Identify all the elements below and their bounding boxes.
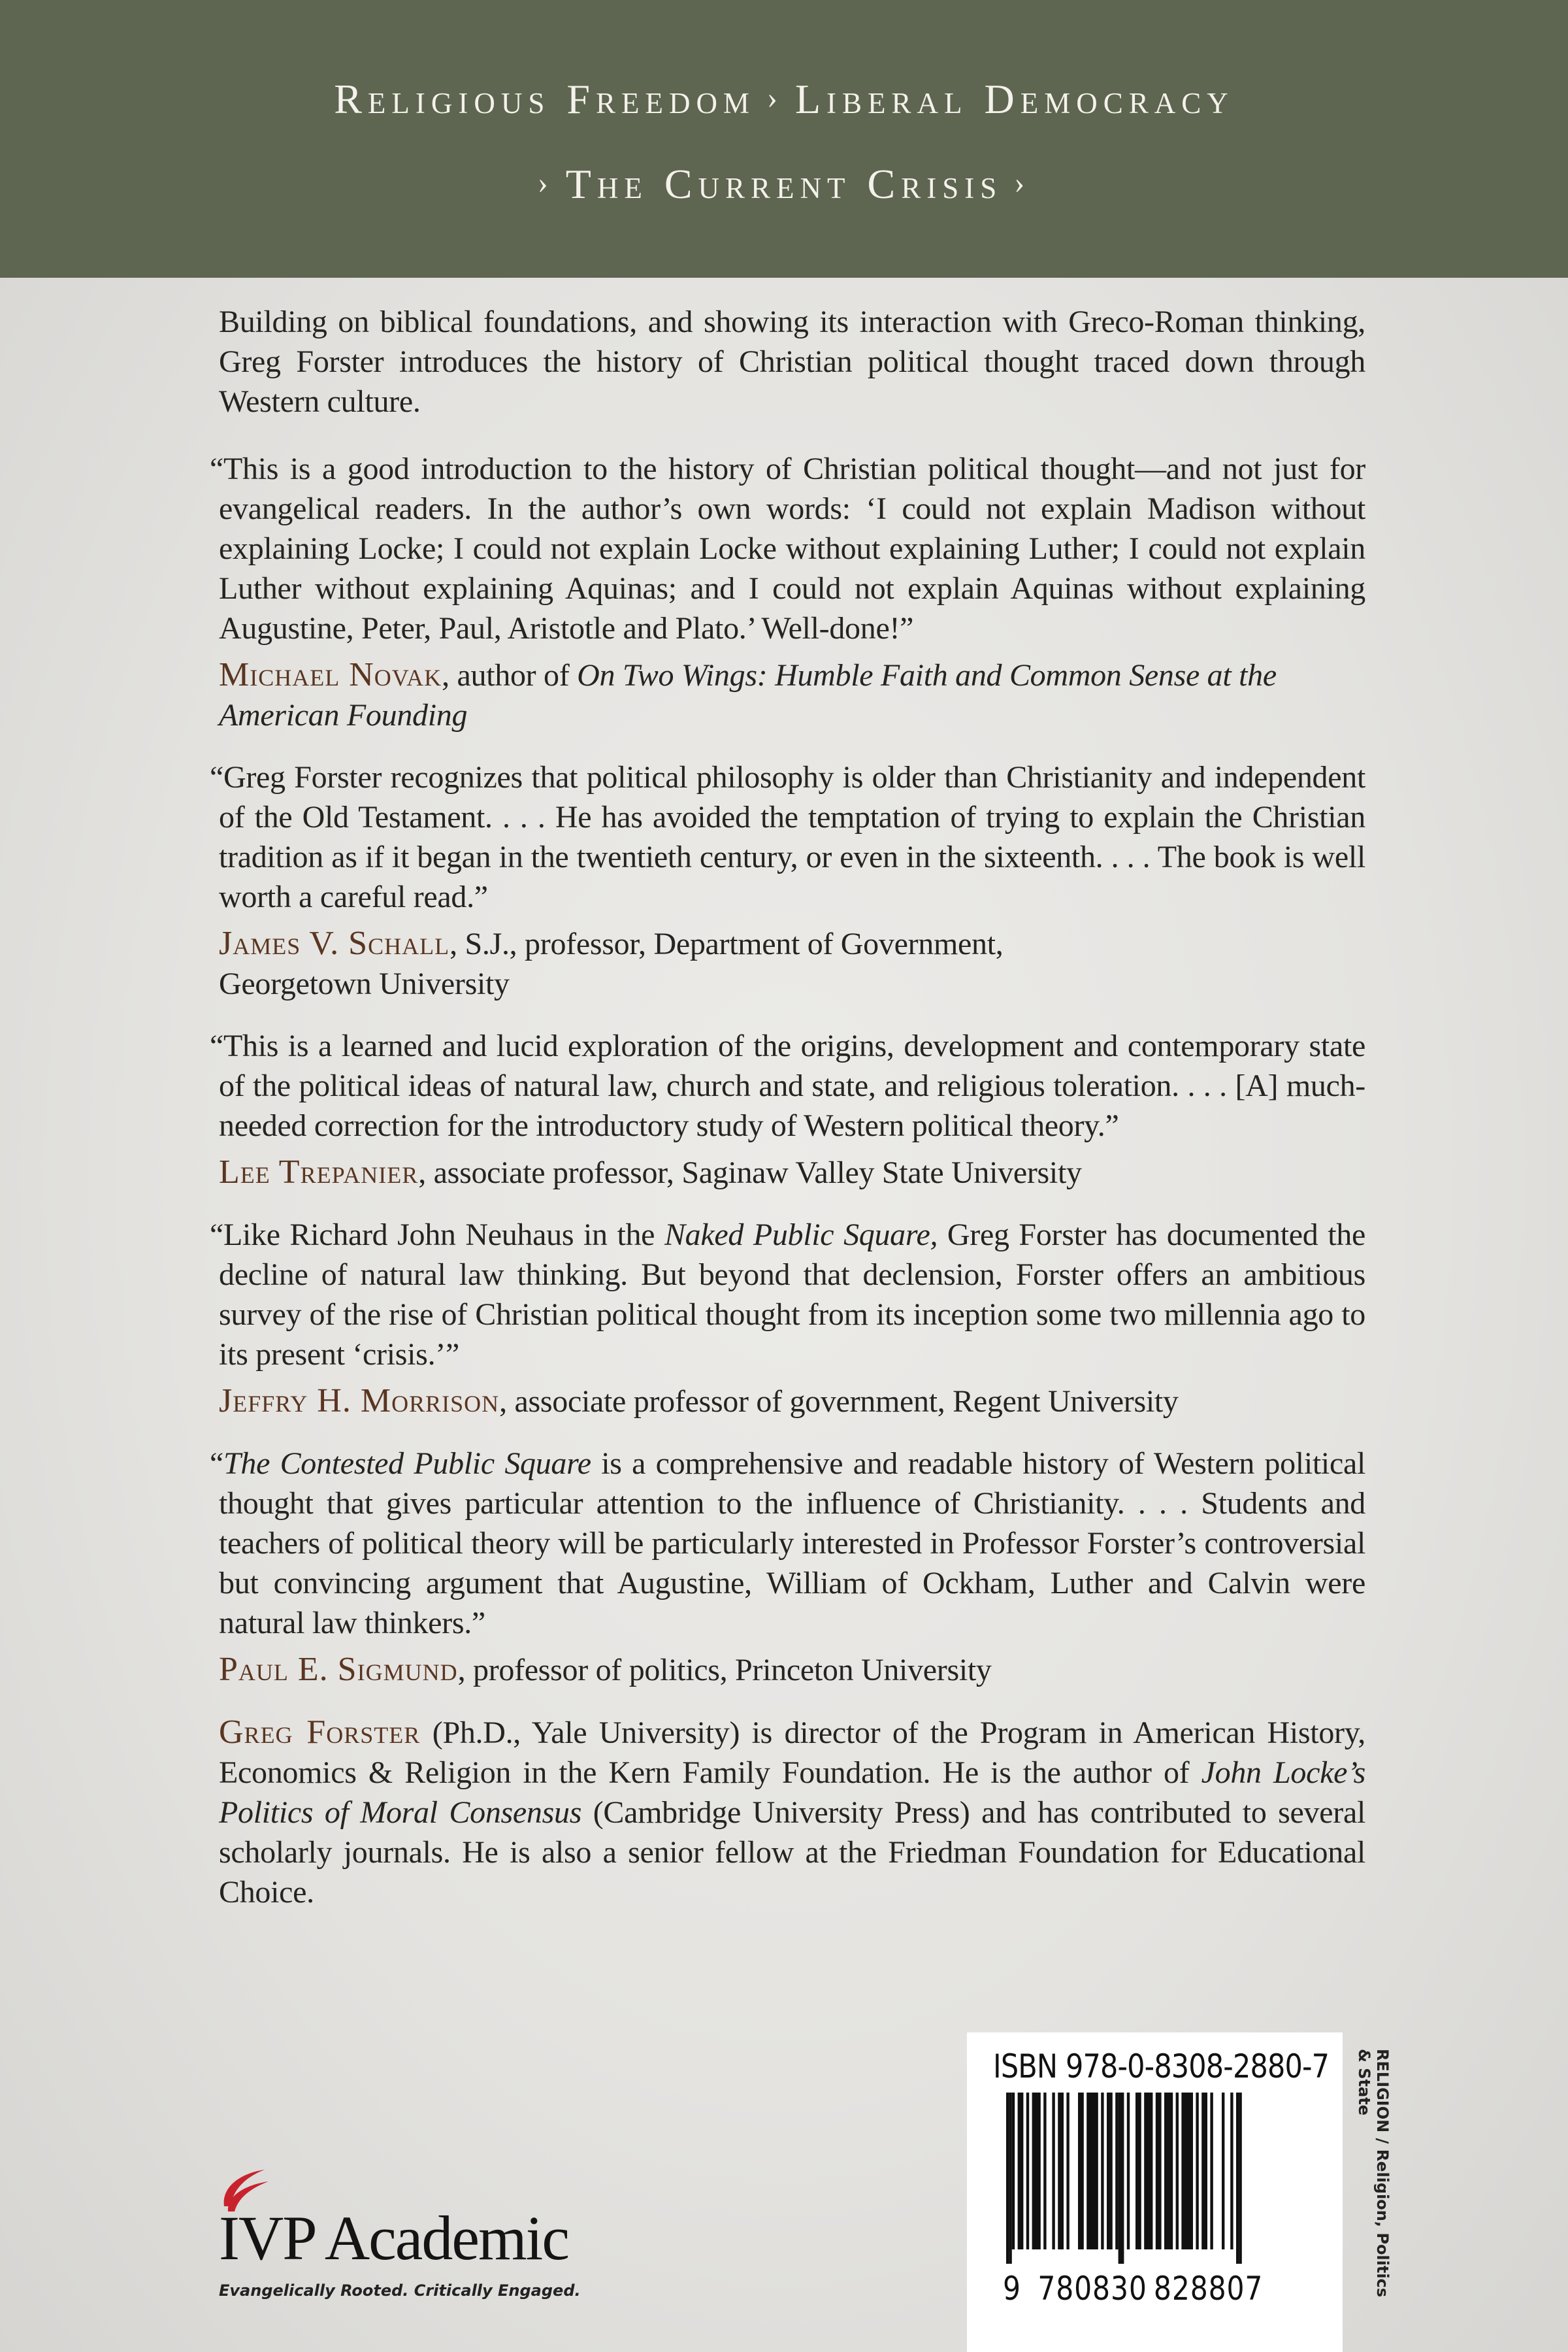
endorser-name: Michael Novak	[219, 656, 442, 693]
endorsement-attribution-3	[219, 1152, 1365, 1193]
barcode-bar	[1026, 2093, 1029, 2249]
subject-line-2: & State	[1355, 2049, 1373, 2115]
subject-category	[1355, 2049, 1392, 2297]
header-band	[0, 0, 1568, 278]
endorsement-attribution-5	[219, 1649, 1365, 1690]
barcode-bar	[1230, 2093, 1233, 2249]
barcode-bar	[1119, 2093, 1121, 2264]
endorsement-attribution-4	[219, 1381, 1365, 1421]
intro-paragraph: Building on biblical foundations, and showing its interaction with Greco-Roman thinking, Greg Forster introduces the history of Christian political thought traced down through Western culture.	[219, 305, 1365, 419]
endorser-role: , S.J., professor, Department of Government, Georgetown University	[219, 927, 1004, 1001]
barcode-bar	[1236, 2093, 1239, 2264]
publisher-name: IVP Academic	[219, 2203, 568, 2273]
barcode-bar	[1066, 2093, 1069, 2249]
barcode-bar	[1006, 2093, 1009, 2264]
bio-text: (Cambridge University Press) and has contributed to several scholarly journals. He is also a senior fellow at the Friedman Foundation for Educational Choice.	[219, 1795, 1365, 1910]
barcode-bar	[1052, 2093, 1054, 2249]
endorsement-quote-5	[210, 1444, 1365, 1643]
endorsement-quote-2: “Greg Forster recognizes that political philosophy is older than Christianity and independent of the Old Testament. . . . He has avoided the temptation of trying to explain the Christian tradition as if it began in the twentieth century, or even in the sixteenth. . . . The book is well worth a careful read.”	[210, 760, 1365, 914]
endorser-name: Paul E. Sigmund	[219, 1651, 458, 1688]
barcode-bar	[1032, 2093, 1041, 2249]
barcode-bar	[1210, 2093, 1213, 2249]
book-title: The Contested Public Square	[223, 1446, 591, 1481]
header-line-1	[0, 73, 1568, 129]
book-title: On Two Wings: Humble Faith and Common Sense at the American Founding	[219, 658, 1277, 733]
quote-text: “Like Richard John Neuhaus in the	[210, 1217, 664, 1252]
header-line-2	[0, 158, 1568, 214]
header-topic-2: Liberal Democracy	[794, 76, 1234, 122]
endorser-name: James V. Schall	[219, 925, 450, 962]
barcode-bar	[1086, 2093, 1098, 2249]
book-title: Naked Public Square,	[664, 1217, 938, 1252]
barcode-bar	[1018, 2093, 1024, 2249]
barcode-icon	[1006, 2093, 1281, 2264]
barcode-bar	[1043, 2093, 1046, 2249]
bio-text: (Ph.D., Yale University) is director of the Program in American History, Economics & Religion in the Kern Family Foundation. He is the author of	[219, 1715, 1365, 1790]
subject-line-1: RELIGION / Religion, Politics	[1373, 2049, 1392, 2298]
endorsement-attribution-2	[219, 923, 1068, 1004]
endorsement-quote-1: “This is a good introduction to the history of Christian political thought—and not just for evangelical readers. In the author’s own words: ‘I could not explain Madison without explaining Locke; I could not explain Locke without explaining Luther; I could not explain Luther without explaining Aquinas; and I could not explain Aquinas without explaining Augustine, Peter, Paul, Aristotle and Plato.’ Well-done!”	[210, 452, 1365, 646]
barcode-bar	[1181, 2093, 1193, 2249]
quote-mark: “	[210, 1446, 224, 1481]
separator: ›	[766, 80, 783, 115]
barcode-box	[967, 2032, 1343, 2352]
barcode-bar	[1078, 2093, 1084, 2249]
ean-right-digits: 828807	[1153, 2270, 1264, 2308]
endorser-name: Jeffry H. Morrison	[219, 1382, 500, 1419]
barcode-bar	[1101, 2093, 1103, 2249]
book-title: John Locke’s Politics of Moral Consensus	[219, 1755, 1365, 1830]
barcode-bar	[1107, 2093, 1113, 2249]
endorser-role: , associate professor, Saginaw Valley State University	[418, 1155, 1082, 1190]
barcode-bar	[1012, 2093, 1015, 2249]
endorsement-quote-3: “This is a learned and lucid exploration of the origins, development and contemporary state of the political ideas of natural law, church and state, and religious toleration. . . . [A] much-needed correction for the introductory study of Western political theory.”	[210, 1029, 1365, 1143]
back-cover-text	[210, 302, 1365, 1912]
barcode-bar	[1121, 2093, 1124, 2264]
endorsement-quote-4	[210, 1215, 1365, 1374]
barcode-bar	[1115, 2093, 1118, 2249]
separator: ›	[537, 165, 554, 200]
ean-lead-digit: 9	[1003, 2270, 1021, 2308]
barcode-bar	[1222, 2093, 1224, 2249]
barcode-bar	[1127, 2093, 1130, 2249]
publisher-tagline: Evangelically Rooted. Critically Engaged.	[219, 2281, 581, 2300]
header-topic-3: The Current Crisis	[565, 161, 1003, 207]
barcode-bar	[1009, 2093, 1011, 2264]
endorser-role: , professor of politics, Princeton University	[457, 1653, 992, 1687]
author-bio	[219, 1712, 1365, 1912]
author-name: Greg Forster	[219, 1714, 421, 1751]
header-topic-1: Religious Freedom	[334, 76, 755, 122]
barcode-bar	[1156, 2093, 1162, 2249]
barcode-bar	[1176, 2093, 1179, 2249]
separator: ›	[1014, 165, 1031, 200]
ean-left-digits: 780830	[1037, 2270, 1147, 2308]
barcode-bar	[1239, 2093, 1241, 2264]
barcode-bar	[1058, 2093, 1064, 2249]
barcode-bar	[1144, 2093, 1152, 2249]
endorser-role: , associate professor of government, Regent University	[499, 1384, 1179, 1419]
barcode-bar	[1164, 2093, 1173, 2249]
ean-digits	[1003, 2269, 1263, 2308]
endorser-name: Lee Trepanier	[219, 1153, 419, 1191]
isbn-label: ISBN 978-0-8308-2880-7	[993, 2047, 1330, 2085]
barcode-bar	[1201, 2093, 1207, 2249]
endorsement-attribution-1	[219, 655, 1365, 735]
barcode-bar	[1135, 2093, 1141, 2249]
quote-text: Greg Forster has documented the decline of natural law thinking. But beyond that declension, Forster offers an ambitious survey of the rise of Christian political thought from its inception some two millennia ago to its present ‘crisis.’”	[219, 1217, 1365, 1372]
endorser-role: , author of	[442, 658, 578, 693]
quote-text: is a comprehensive and readable history of Western political thought that gives particular attention to the influence of Christianity. . . . Students and teachers of political theory will be particularly interested in Professor Forster’s controversial but convincing argument that Augustine, William of Ockham, Luther and Calvin were natural law thinkers.”	[219, 1446, 1365, 1640]
barcode-bar	[1196, 2093, 1198, 2249]
